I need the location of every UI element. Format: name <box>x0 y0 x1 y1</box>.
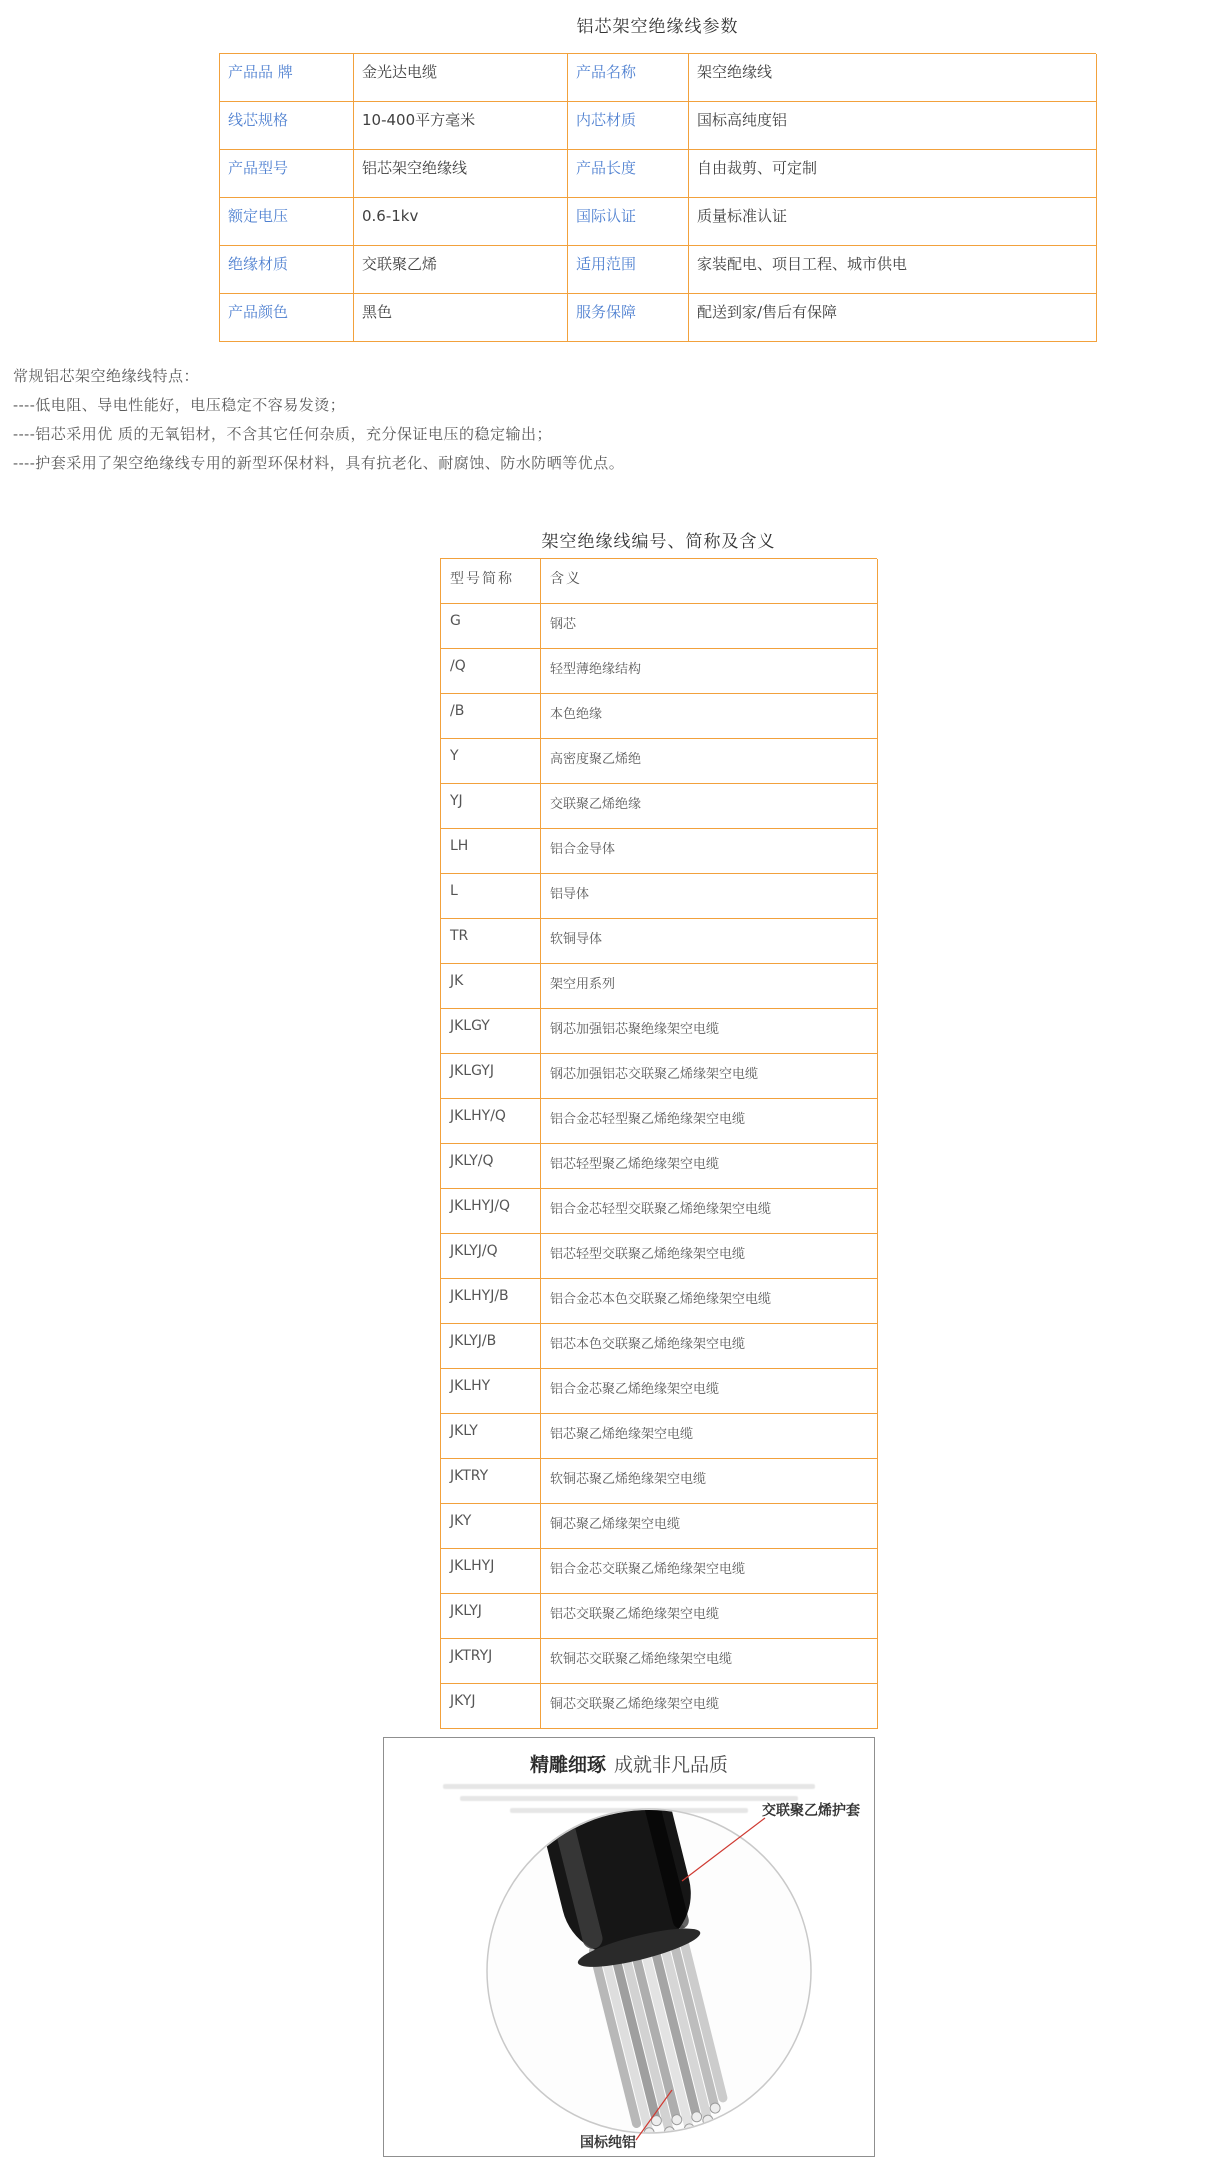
code-cell: JKLHYJ/B <box>441 1279 541 1324</box>
meaning-cell: 钢芯加强铝芯聚绝缘架空电缆 <box>541 1009 878 1054</box>
code-cell: JKYJ <box>441 1684 541 1729</box>
meaning-cell: 铝芯轻型交联聚乙烯绝缘架空电缆 <box>541 1234 878 1279</box>
features-heading: 常规铝芯架空绝缘线特点： <box>13 367 200 385</box>
param-label: 适用范围 <box>568 246 689 294</box>
param-label: 内芯材质 <box>568 102 689 150</box>
code-cell: JKY <box>441 1504 541 1549</box>
features-paragraph <box>13 362 1113 478</box>
param-value: 10-400平方毫米 <box>354 102 568 150</box>
meaning-cell: 本色绝缘 <box>541 694 878 739</box>
meaning-cell: 铝芯交联聚乙烯绝缘架空电缆 <box>541 1594 878 1639</box>
meaning-cell: 软铜芯聚乙烯绝缘架空电缆 <box>541 1459 878 1504</box>
feature-line: ----低电阻、导电性能好，电压稳定不容易发烫； <box>13 396 346 414</box>
codes-table-title: 架空绝缘线编号、简称及含义 <box>541 532 776 552</box>
code-cell: YJ <box>441 784 541 829</box>
param-value: 交联聚乙烯 <box>354 246 568 294</box>
code-cell: /Q <box>441 649 541 694</box>
meaning-cell: 软铜芯交联聚乙烯绝缘架空电缆 <box>541 1639 878 1684</box>
code-cell: JKLHYJ <box>441 1549 541 1594</box>
param-label: 产品名称 <box>568 54 689 102</box>
meaning-cell: 铝合金芯轻型交联聚乙烯绝缘架空电缆 <box>541 1189 878 1234</box>
product-showcase-box <box>383 1737 875 2157</box>
meaning-cell: 铝合金导体 <box>541 829 878 874</box>
meaning-cell: 架空用系列 <box>541 964 878 1009</box>
param-label: 绝缘材质 <box>220 246 354 294</box>
meaning-cell: 高密度聚乙烯绝 <box>541 739 878 784</box>
param-value: 金光达电缆 <box>354 54 568 102</box>
param-value: 自由裁剪、可定制 <box>689 150 1097 198</box>
param-value: 质量标准认证 <box>689 198 1097 246</box>
code-cell: JKLHY <box>441 1369 541 1414</box>
meaning-cell: 铜芯交联聚乙烯绝缘架空电缆 <box>541 1684 878 1729</box>
param-value: 配送到家/售后有保障 <box>689 294 1097 342</box>
code-cell: JKLGYJ <box>441 1054 541 1099</box>
param-value: 家装配电、项目工程、城市供电 <box>689 246 1097 294</box>
meaning-cell: 钢芯加强铝芯交联聚乙烯缘架空电缆 <box>541 1054 878 1099</box>
param-label: 服务保障 <box>568 294 689 342</box>
codes-header-meaning: 含义 <box>541 559 878 604</box>
meaning-cell: 铝合金芯聚乙烯绝缘架空电缆 <box>541 1369 878 1414</box>
showcase-title-strong: 精雕细琢 <box>529 1754 606 1776</box>
meaning-cell: 铝芯聚乙烯绝缘架空电缆 <box>541 1414 878 1459</box>
param-label: 产品品 牌 <box>220 54 354 102</box>
code-cell: JKLYJ <box>441 1594 541 1639</box>
code-cell: JKLY/Q <box>441 1144 541 1189</box>
meaning-cell: 铝合金芯轻型聚乙烯绝缘架空电缆 <box>541 1099 878 1144</box>
code-cell: JKLHY/Q <box>441 1099 541 1144</box>
code-cell: JKTRYJ <box>441 1639 541 1684</box>
code-cell: TR <box>441 919 541 964</box>
code-cell: JKLYJ/B <box>441 1324 541 1369</box>
param-label: 国际认证 <box>568 198 689 246</box>
code-cell: L <box>441 874 541 919</box>
feature-line: ----护套采用了架空绝缘线专用的新型环保材料，具有抗老化、耐腐蚀、防水防晒等优点。 <box>13 454 625 472</box>
code-cell: G <box>441 604 541 649</box>
meaning-cell: 钢芯 <box>541 604 878 649</box>
code-cell: JKTRY <box>441 1459 541 1504</box>
core-label: 国标纯铝 <box>580 2135 636 2151</box>
code-cell: Y <box>441 739 541 784</box>
code-cell: JKLGY <box>441 1009 541 1054</box>
param-label: 额定电压 <box>220 198 354 246</box>
param-value: 架空绝缘线 <box>689 54 1097 102</box>
showcase-title-rest: 成就非凡品质 <box>614 1754 729 1776</box>
param-value: 黑色 <box>354 294 568 342</box>
code-cell: JKLHYJ/Q <box>441 1189 541 1234</box>
codes-table <box>440 558 877 1729</box>
meaning-cell: 铝导体 <box>541 874 878 919</box>
meaning-cell: 软铜导体 <box>541 919 878 964</box>
meaning-cell: 铜芯聚乙烯缘架空电缆 <box>541 1504 878 1549</box>
meaning-cell: 铝芯轻型聚乙烯绝缘架空电缆 <box>541 1144 878 1189</box>
params-table-title: 铝芯架空绝缘线参数 <box>576 17 739 37</box>
meaning-cell: 铝芯本色交联聚乙烯绝缘架空电缆 <box>541 1324 878 1369</box>
param-value: 国标高纯度铝 <box>689 102 1097 150</box>
code-cell: /B <box>441 694 541 739</box>
code-cell: JKLYJ/Q <box>441 1234 541 1279</box>
sheath-label: 交联聚乙烯护套 <box>762 1803 860 1819</box>
code-cell: JK <box>441 964 541 1009</box>
meaning-cell: 交联聚乙烯绝缘 <box>541 784 878 829</box>
meaning-cell: 轻型薄绝缘结构 <box>541 649 878 694</box>
code-cell: JKLY <box>441 1414 541 1459</box>
meaning-cell: 铝合金芯本色交联聚乙烯绝缘架空电缆 <box>541 1279 878 1324</box>
param-label: 线芯规格 <box>220 102 354 150</box>
param-label: 产品颜色 <box>220 294 354 342</box>
params-table <box>219 53 1096 342</box>
param-label: 产品型号 <box>220 150 354 198</box>
meaning-cell: 铝合金芯交联聚乙烯绝缘架空电缆 <box>541 1549 878 1594</box>
code-cell: LH <box>441 829 541 874</box>
param-value: 0.6-1kv <box>354 198 568 246</box>
feature-line: ----铝芯采用优 质的无氧铝材，不含其它任何杂质，充分保证电压的稳定输出； <box>13 425 553 443</box>
codes-header-code: 型号简称 <box>441 559 541 604</box>
param-value: 铝芯架空绝缘线 <box>354 150 568 198</box>
param-label: 产品长度 <box>568 150 689 198</box>
